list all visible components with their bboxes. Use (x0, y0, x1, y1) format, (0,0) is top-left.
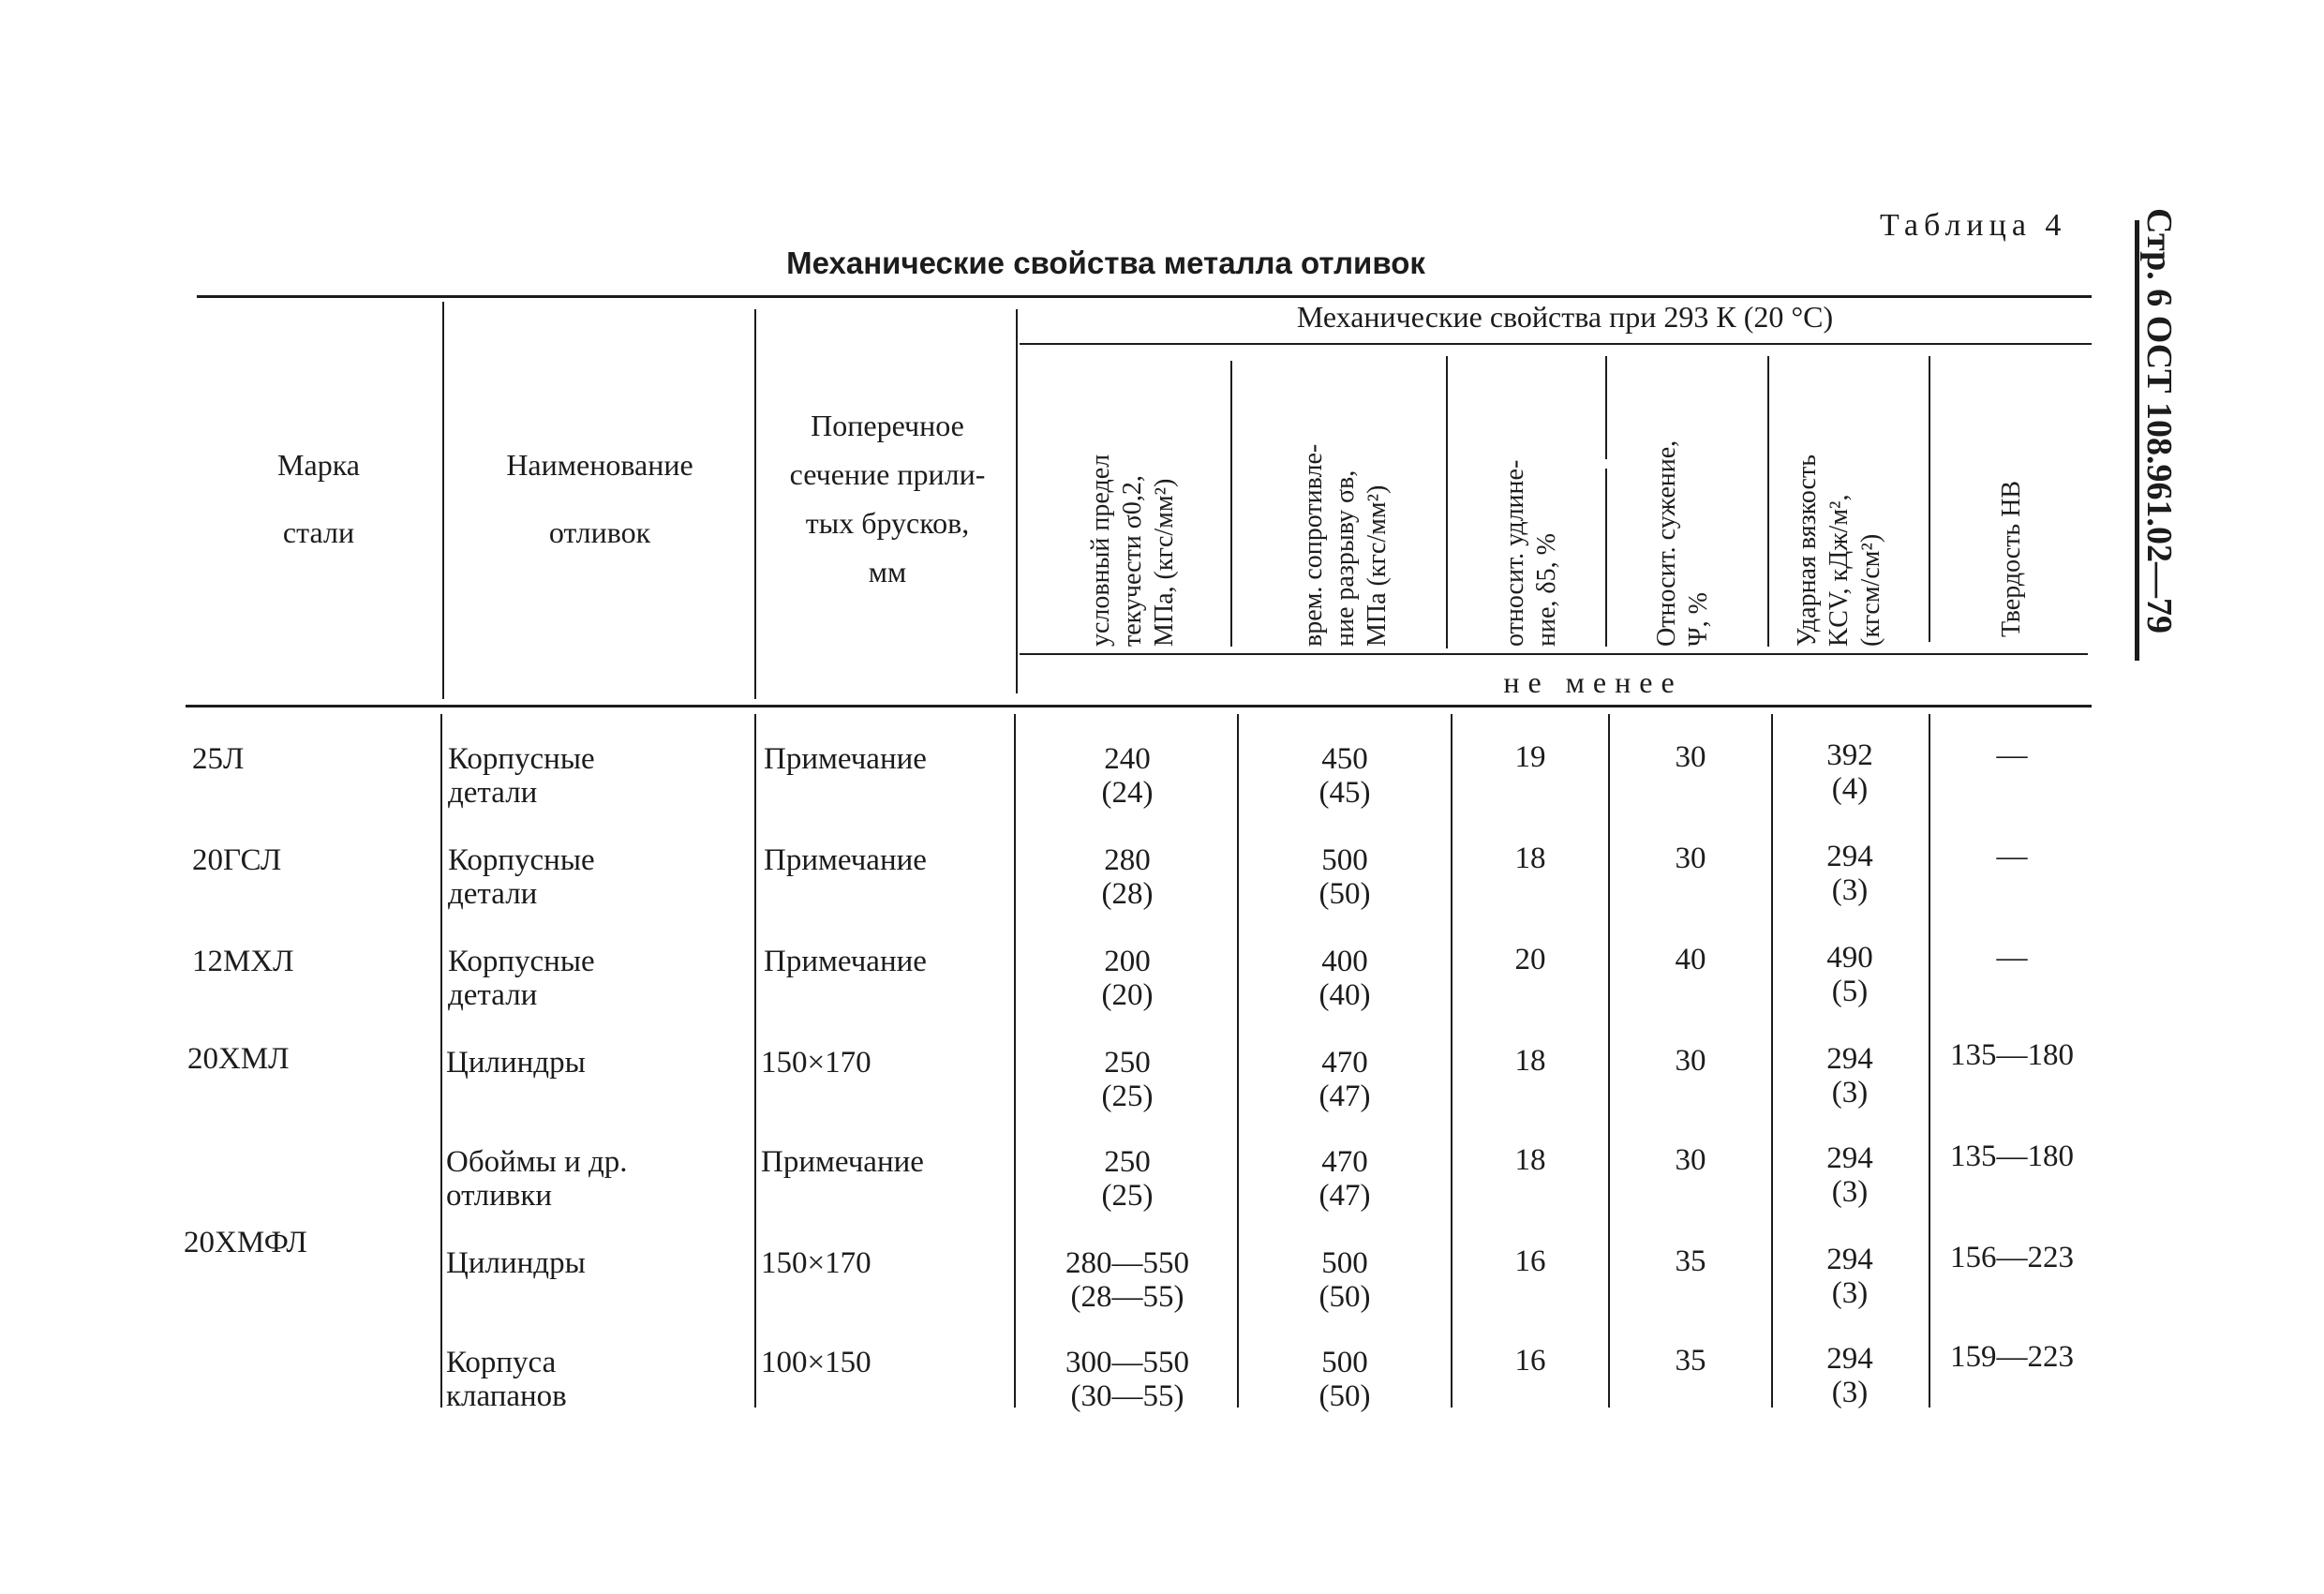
side-header-text: Стр. 6 ОСТ 108.961.02—79 (2139, 208, 2179, 634)
header-divider (1605, 356, 1607, 459)
name-cell (448, 843, 595, 911)
header-bottom-rule (186, 705, 2092, 708)
name-cell (446, 1346, 567, 1413)
header-divider (1767, 356, 1769, 647)
name-cell (448, 742, 595, 810)
yield-cell (1020, 1046, 1235, 1113)
tensile-cell (1242, 1145, 1448, 1213)
header-not-less: не менее (1503, 665, 1683, 699)
value-line: 500 (1321, 843, 1368, 877)
yield-cell (1020, 945, 1235, 1012)
impact-cell (1774, 1042, 1926, 1110)
header-section (761, 401, 1014, 596)
header-divider (1605, 469, 1607, 647)
header-prop-line: ние разрыву σв, (1331, 469, 1360, 647)
name-cell (446, 1046, 586, 1080)
value-line: (3) (1831, 1175, 1869, 1209)
name-line: отливки (446, 1179, 553, 1213)
header-divider (1016, 309, 1018, 693)
header-prop-line: относит. удлине- (1500, 459, 1529, 647)
body-divider (1237, 714, 1239, 1408)
value-line: 490 (1826, 941, 1873, 975)
section-cell: Примечание (761, 1145, 924, 1179)
value-line: (28—55) (1070, 1280, 1184, 1314)
value-line: 500 (1321, 1246, 1368, 1280)
section-cell: Примечание (764, 945, 927, 978)
name-line: Цилиндры (446, 1046, 586, 1080)
yield-cell (1020, 1145, 1235, 1213)
reduction-cell: 40 (1675, 943, 1706, 976)
value-line: 250 (1104, 1145, 1151, 1179)
name-line: Корпусные (448, 945, 595, 978)
tensile-cell (1242, 1046, 1448, 1113)
value-line: 294 (1826, 1342, 1873, 1376)
value-line: 500 (1321, 1346, 1368, 1379)
header-grade-line: Марка (277, 448, 360, 482)
value-line: (3) (1831, 873, 1869, 907)
section-cell: 150×170 (761, 1046, 872, 1080)
header-grade-line: стали (282, 515, 355, 549)
value-line: (20) (1101, 978, 1154, 1012)
header-divider (1230, 361, 1232, 647)
table-title: Механические свойства металла отливок (786, 246, 1425, 280)
grade-cell: 12МХЛ (192, 945, 294, 978)
value-line: 294 (1826, 840, 1873, 873)
value-line: (28) (1101, 877, 1154, 911)
body-divider (1771, 714, 1773, 1408)
yield-cell (1020, 843, 1235, 911)
elongation-cell: 20 (1514, 943, 1546, 976)
name-line: Корпусные (448, 742, 595, 776)
tensile-cell (1242, 945, 1448, 1012)
table-number: Таблица 4 (1880, 208, 2067, 243)
grade-cell: 25Л (192, 742, 245, 776)
header-name-line: Наименование (506, 448, 693, 482)
reduction-cell: 30 (1675, 1143, 1706, 1177)
elongation-cell: 18 (1514, 1143, 1546, 1177)
impact-cell (1774, 1243, 1926, 1310)
name-line: Обоймы и др. (446, 1145, 628, 1179)
header-prop-line: условный предел (1086, 454, 1115, 647)
tensile-cell (1242, 742, 1448, 810)
value-line: 300—550 (1065, 1346, 1189, 1379)
header-prop-line: Относит. сужение, (1652, 439, 1681, 647)
value-line: 294 (1826, 1141, 1873, 1175)
body-divider (440, 714, 442, 1408)
reduction-cell: 30 (1675, 1044, 1706, 1078)
body-divider (1014, 714, 1016, 1408)
value-line: (50) (1318, 1379, 1371, 1413)
value-line: 470 (1321, 1145, 1368, 1179)
hardness-cell: 159—223 (1950, 1340, 2074, 1374)
header-name (454, 440, 745, 557)
header-prop-line: KCV, кДж/м², (1825, 494, 1854, 647)
value-line: (47) (1318, 1080, 1371, 1113)
value-line: (3) (1831, 1276, 1869, 1310)
name-cell (446, 1246, 586, 1280)
reduction-cell: 30 (1675, 740, 1706, 774)
elongation-cell: 18 (1514, 842, 1546, 875)
header-prop-reduction (1651, 440, 1715, 647)
tensile-cell (1242, 843, 1448, 911)
header-divider (1446, 356, 1448, 648)
impact-cell (1774, 738, 1926, 806)
value-line: (40) (1318, 978, 1371, 1012)
value-line: 450 (1321, 742, 1368, 776)
value-line: (50) (1318, 877, 1371, 911)
value-line: 280 (1104, 843, 1151, 877)
section-cell: 150×170 (761, 1246, 872, 1280)
name-line: Корпусные (448, 843, 595, 877)
header-section-line: сечение прили- (789, 457, 986, 491)
value-line: (24) (1101, 776, 1154, 810)
hardness-cell: — (1996, 738, 2028, 772)
name-line: Корпуса (446, 1346, 557, 1379)
impact-cell (1774, 1141, 1926, 1209)
header-prop-line: МПа, (кгс/мм²) (1150, 478, 1179, 647)
header-prop-line: Твердость НВ (1997, 480, 2026, 637)
elongation-cell: 19 (1514, 740, 1546, 774)
value-line: (30—55) (1070, 1379, 1184, 1413)
header-prop-line: МПа (кгс/мм²) (1363, 484, 1392, 647)
header-prop-impact (1792, 454, 1887, 647)
hardness-cell: 135—180 (1950, 1140, 2074, 1173)
header-prop-line: (кгсм/см²) (1856, 533, 1885, 647)
grade-cell: 20ХМФЛ (184, 1226, 307, 1259)
value-line: (47) (1318, 1179, 1371, 1213)
value-line: 470 (1321, 1046, 1368, 1080)
impact-cell (1774, 840, 1926, 907)
value-line: 400 (1321, 945, 1368, 978)
hardness-cell: — (1996, 941, 2028, 975)
value-line: 294 (1826, 1243, 1873, 1276)
yield-cell (1020, 1246, 1235, 1314)
header-prop-line: ние, δ5, % (1532, 533, 1561, 647)
hardness-cell: — (1996, 840, 2028, 873)
reduction-cell: 35 (1675, 1244, 1706, 1278)
group-rule (1020, 343, 2092, 345)
name-line: детали (448, 978, 538, 1012)
value-line: 200 (1104, 945, 1151, 978)
elongation-cell: 18 (1514, 1044, 1546, 1078)
grade-cell: 20ХМЛ (187, 1042, 290, 1076)
name-line: Цилиндры (446, 1246, 586, 1280)
value-line: 250 (1104, 1046, 1151, 1080)
value-line: (5) (1831, 975, 1869, 1008)
name-cell (446, 1145, 628, 1213)
header-grade (225, 440, 412, 557)
side-header (2137, 208, 2193, 677)
header-section-line: мм (868, 555, 907, 588)
yield-cell (1020, 742, 1235, 810)
header-name-line: отливок (548, 515, 651, 549)
impact-cell (1774, 941, 1926, 1008)
value-line: (4) (1831, 772, 1869, 806)
header-prop-hardness (1996, 481, 2028, 637)
body-divider (1929, 714, 1930, 1408)
elongation-cell: 16 (1514, 1244, 1546, 1278)
not-less-rule (1020, 653, 2088, 655)
header-divider (754, 309, 756, 699)
tensile-cell (1242, 1246, 1448, 1314)
value-line: (3) (1831, 1376, 1869, 1409)
value-line: 280—550 (1065, 1246, 1189, 1280)
header-prop-line: текучести σ0,2, (1118, 475, 1147, 647)
header-divider (442, 302, 444, 699)
value-line: 240 (1104, 742, 1151, 776)
name-line: детали (448, 877, 538, 911)
name-line: клапанов (446, 1379, 567, 1413)
section-cell: Примечание (764, 843, 927, 877)
hardness-cell: 156—223 (1950, 1241, 2074, 1274)
reduction-cell: 30 (1675, 842, 1706, 875)
header-divider (1929, 356, 1930, 642)
value-line: 392 (1826, 738, 1873, 772)
header-prop-line: Ударная вязкость (1793, 454, 1822, 647)
hardness-cell: 135—180 (1950, 1038, 2074, 1072)
value-line: (25) (1101, 1080, 1154, 1113)
header-section-line: тых брусков, (805, 506, 970, 540)
header-prop-yield (1085, 454, 1181, 647)
body-divider (754, 714, 756, 1408)
body-divider (1608, 714, 1610, 1408)
section-cell: 100×150 (761, 1346, 872, 1379)
tensile-cell (1242, 1346, 1448, 1413)
value-line: (3) (1831, 1076, 1869, 1110)
elongation-cell: 16 (1514, 1344, 1546, 1378)
impact-cell (1774, 1342, 1926, 1409)
header-group: Механические свойства при 293 К (20 °С) (1296, 300, 1834, 334)
yield-cell (1020, 1346, 1235, 1413)
header-prop-elongation (1499, 460, 1563, 647)
header-prop-tensile (1298, 444, 1393, 647)
value-line: (45) (1318, 776, 1371, 810)
section-cell: Примечание (764, 742, 927, 776)
value-line: (25) (1101, 1179, 1154, 1213)
name-cell (448, 945, 595, 1012)
header-prop-line: врем. сопротивле- (1299, 443, 1328, 647)
header-prop-line: Ψ, % (1684, 592, 1713, 647)
value-line: (50) (1318, 1280, 1371, 1314)
header-section-line: Поперечное (811, 409, 964, 442)
body-divider (1451, 714, 1452, 1408)
name-line: детали (448, 776, 538, 810)
value-line: 294 (1826, 1042, 1873, 1076)
grade-cell: 20ГСЛ (192, 843, 282, 877)
reduction-cell: 35 (1675, 1344, 1706, 1378)
